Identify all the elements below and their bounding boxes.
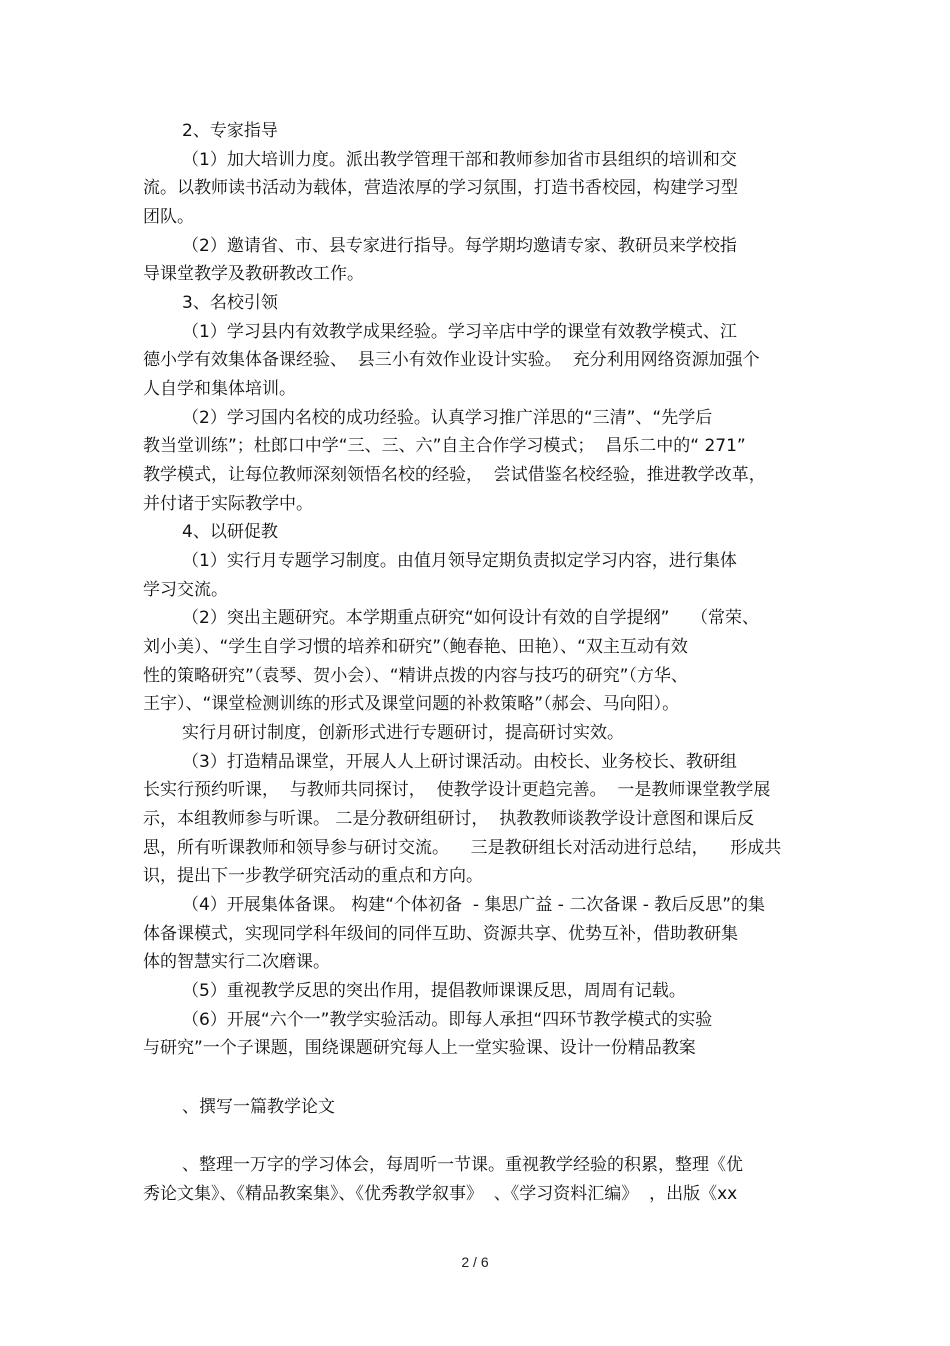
text-line: （2）邀请省、市、县专家进行指导。每学期均邀请专家、教研员来学校指 — [182, 236, 737, 256]
text-line: 体的智慧实行二次磨课。 — [143, 952, 330, 972]
text-line: 并付诸于实际教学中。 — [143, 494, 313, 514]
text-line: （2）突出主题研究。本学期重点研究“如何设计有效的自学提纲” （常荣、 — [182, 608, 760, 628]
text-line: （2）学习国内名校的成功经验。认真学习推广洋思的“三清”、“先学后 — [182, 408, 713, 428]
text-line: 示，本组教师参与听课。 二是分教研组研讨， 执教教师谈教学设计意图和课后反 — [143, 809, 755, 829]
text-line: 识，提出下一步教学研究活动的重点和方向。 — [143, 866, 483, 886]
text-line: 德小学有效集体备课经验、 县三小有效作业设计实验。 充分利用网络资源加强个 — [143, 350, 760, 370]
text-line: 导课堂教学及教研教改工作。 — [143, 264, 364, 284]
text-line: 团队。 — [143, 207, 194, 227]
text-line: 流。以教师读书活动为载体，营造浓厚的学习氛围，打造书香校园，构建学习型 — [143, 178, 738, 198]
text-line: 教学模式，让每位教师深刻领悟名校的经验， 尝试借鉴名校经验，推进教学改革， — [143, 465, 766, 485]
text-line: 体备课模式，实现同学科年级间的同伴互助、资源共享、优势互补，借助教研集 — [143, 924, 738, 944]
text-line: 人自学和集体培训。 — [143, 379, 296, 399]
text-line: （1）加大培训力度。派出教学管理干部和教师参加省市县组织的培训和交 — [182, 150, 737, 170]
text-line: （3）打造精品课堂，开展人人上研讨课活动。由校长、业务校长、教研组 — [182, 752, 737, 772]
text-line: 秀论文集》、《精品教案集》、《优秀教学叙事》 、《学习资料汇编》 ，出版《xx — [143, 1184, 738, 1204]
text-line: 教当堂训练”；杜郎口中学“三、三、六”自主合作学习模式； 昌乐二中的“ 271” — [143, 436, 746, 456]
text-line: 王宇）、“课堂检测训练的形式及课堂问题的补救策略”（郝会、马向阳）。 — [143, 694, 680, 714]
text-line: 4、以研促教 — [182, 522, 278, 542]
text-line: 2、专家指导 — [182, 121, 278, 141]
text-line: 长实行预约听课， 与教师共同探讨， 使教学设计更趋完善。 一是教师课堂教学展 — [143, 780, 771, 800]
text-line: （1）学习县内有效教学成果经验。学习辛店中学的课堂有效教学模式、江 — [182, 322, 737, 342]
text-line: 思，所有听课教师和领导参与研讨交流。 三是教研组长对活动进行总结， 形成共 — [143, 838, 782, 858]
text-line: 3、名校引领 — [182, 293, 278, 313]
page-number: 2 / 6 — [461, 1254, 489, 1270]
text-line: 学习交流。 — [143, 580, 228, 600]
text-line: 刘小美）、“学生自学习惯的培养和研究”（鲍春艳、田艳）、“双主互动有效 — [143, 637, 688, 657]
text-line: 实行月研讨制度，创新形式进行专题研讨，提高研讨实效。 — [182, 723, 624, 743]
text-line: （5）重视教学反思的突出作用，提倡教师课课反思，周周有记载。 — [182, 981, 686, 1001]
text-line: 、整理一万字的学习体会，每周听一节课。重视教学经验的积累，整理《优 — [182, 1155, 743, 1175]
text-line: （4）开展集体备课。 构建“个体初备 - 集思广益 - 二次备课 - 教后反思”的集 — [182, 895, 766, 915]
text-line: 、撰写一篇教学论文 — [182, 1097, 335, 1117]
text-line: （1）实行月专题学习制度。由值月领导定期负责拟定学习内容，进行集体 — [182, 551, 737, 571]
text-line: 性的策略研究”（袁琴、贺小会）、“精讲点拨的内容与技巧的研究”（方华、 — [143, 666, 688, 686]
text-line: （6）开展“六个一”教学实验活动。即每人承担“四环节教学模式的实验 — [182, 1010, 713, 1030]
text-line: 与研究”一个子课题，围绕课题研究每人上一堂实验课、设计一份精品教案 — [143, 1038, 696, 1058]
